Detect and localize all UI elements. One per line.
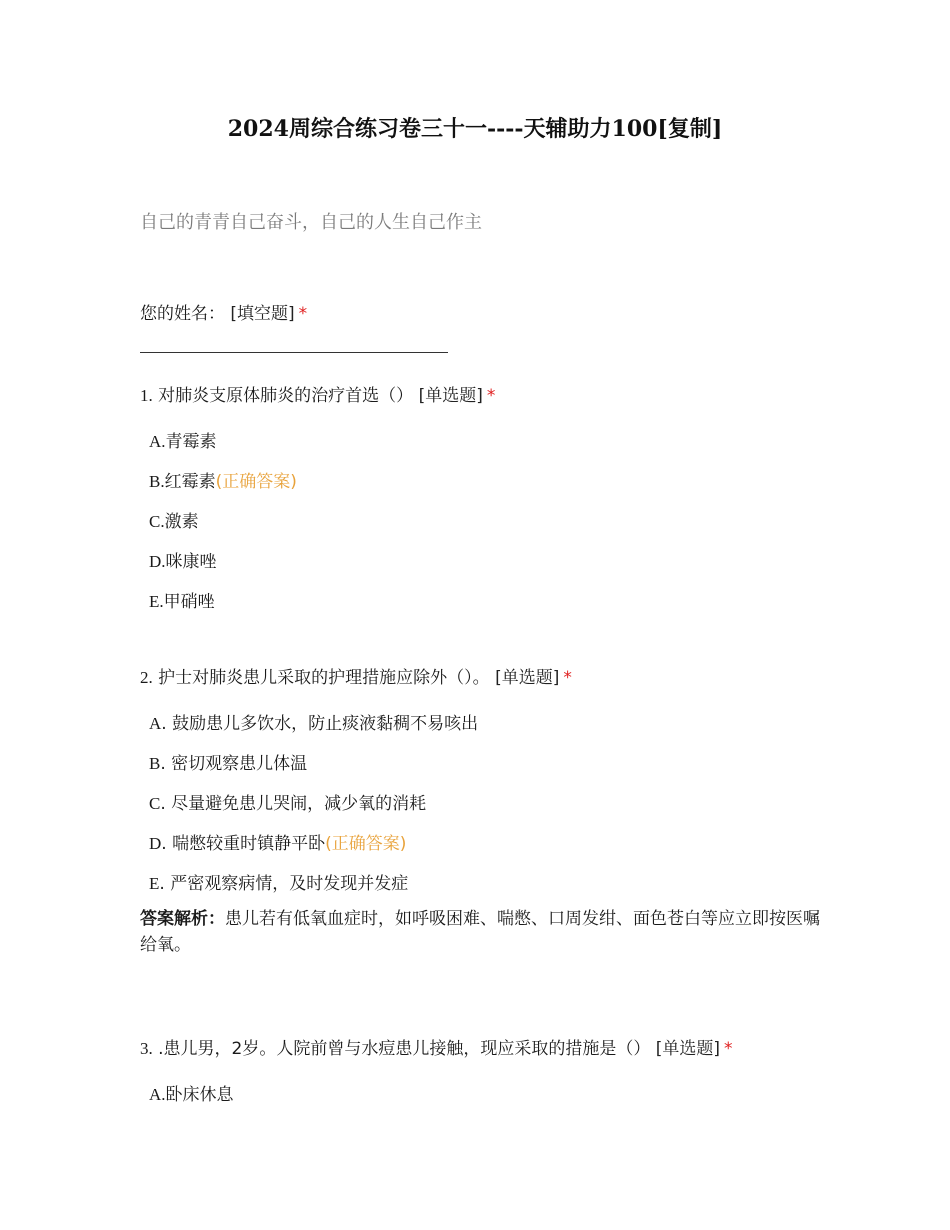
answer-analysis [140,906,820,958]
option-e [149,869,408,894]
page-title: 2024周综合练习卷三十一----天辅助力100[复制] [227,116,723,142]
option-text: . 鼓励患儿多饮水，防止痰液黏稠不易咳出 [161,714,479,734]
question-text: 护士对肺炎患儿采取的护理措施应除外（）。 [152,668,496,688]
option-text: 卧床休息 [165,1085,234,1105]
option-letter: E. [149,592,164,611]
question-3 [140,1034,733,1059]
option-a [149,1080,234,1105]
option-letter: C [149,794,161,813]
correct-answer-tag: (正确答案) [325,834,407,854]
name-question-label: 您的姓名： [140,304,225,324]
option-letter: A [149,714,162,733]
option-letter: B. [149,472,165,491]
option-text: . 尽量避免患儿哭闹，减少氧的消耗 [160,794,427,814]
question-2 [140,663,572,688]
option-letter: D. [149,552,166,571]
option-text: 甲硝唑 [163,592,215,612]
option-letter: B [149,754,161,773]
option-a [149,427,217,452]
correct-answer-tag: (正确答案) [215,472,297,492]
option-c [149,789,426,814]
option-text: . 严密观察病情，及时发现并发症 [159,874,409,894]
question-text: .患儿男，2岁。人院前曾与水痘患儿接触，现应采取的措施是（） [152,1039,656,1059]
required-mark: * [298,304,308,324]
option-text: 青霉素 [165,432,217,452]
name-answer-line [140,352,448,353]
option-b [149,467,297,492]
option-e [149,587,215,612]
option-letter: E [149,874,160,893]
option-letter: C. [149,512,165,531]
required-mark: * [724,1039,733,1059]
option-a [149,709,478,734]
option-b [149,749,307,774]
name-question [140,299,307,324]
question-number: 1. [140,386,153,405]
analysis-text: 患儿若有低氧血症时，如呼吸困难、喘憋、口周发绀、面色苍白等应立即按医嘱给氧。 [140,909,820,955]
option-text: . 密切观察患儿体温 [160,754,308,774]
option-c [149,507,199,532]
survey-description: 自己的青青自己奋斗，自己的人生自己作主 [140,212,482,233]
question-type: [单选题] [495,668,560,688]
question-type: [单选题] [418,386,483,406]
option-text: 激素 [164,512,199,532]
question-text: 对肺炎支原体肺炎的治疗首选（） [152,386,419,406]
analysis-label: 答案解析： [140,909,225,929]
question-type: [填空题] [230,304,295,324]
required-mark: * [486,386,496,406]
option-text: 红霉素 [164,472,216,492]
option-text: . 喘憋较重时镇静平卧 [161,834,326,854]
question-number: 3. [140,1039,153,1058]
question-type: [单选题] [655,1039,721,1059]
option-text: 咪康唑 [165,552,217,572]
required-mark: * [563,668,572,688]
option-d [149,547,217,572]
option-d [149,829,406,854]
option-letter: A. [149,432,166,451]
option-letter: A. [149,1085,166,1104]
option-letter: D [149,834,162,853]
question-1 [140,381,495,406]
question-number: 2. [140,668,153,687]
